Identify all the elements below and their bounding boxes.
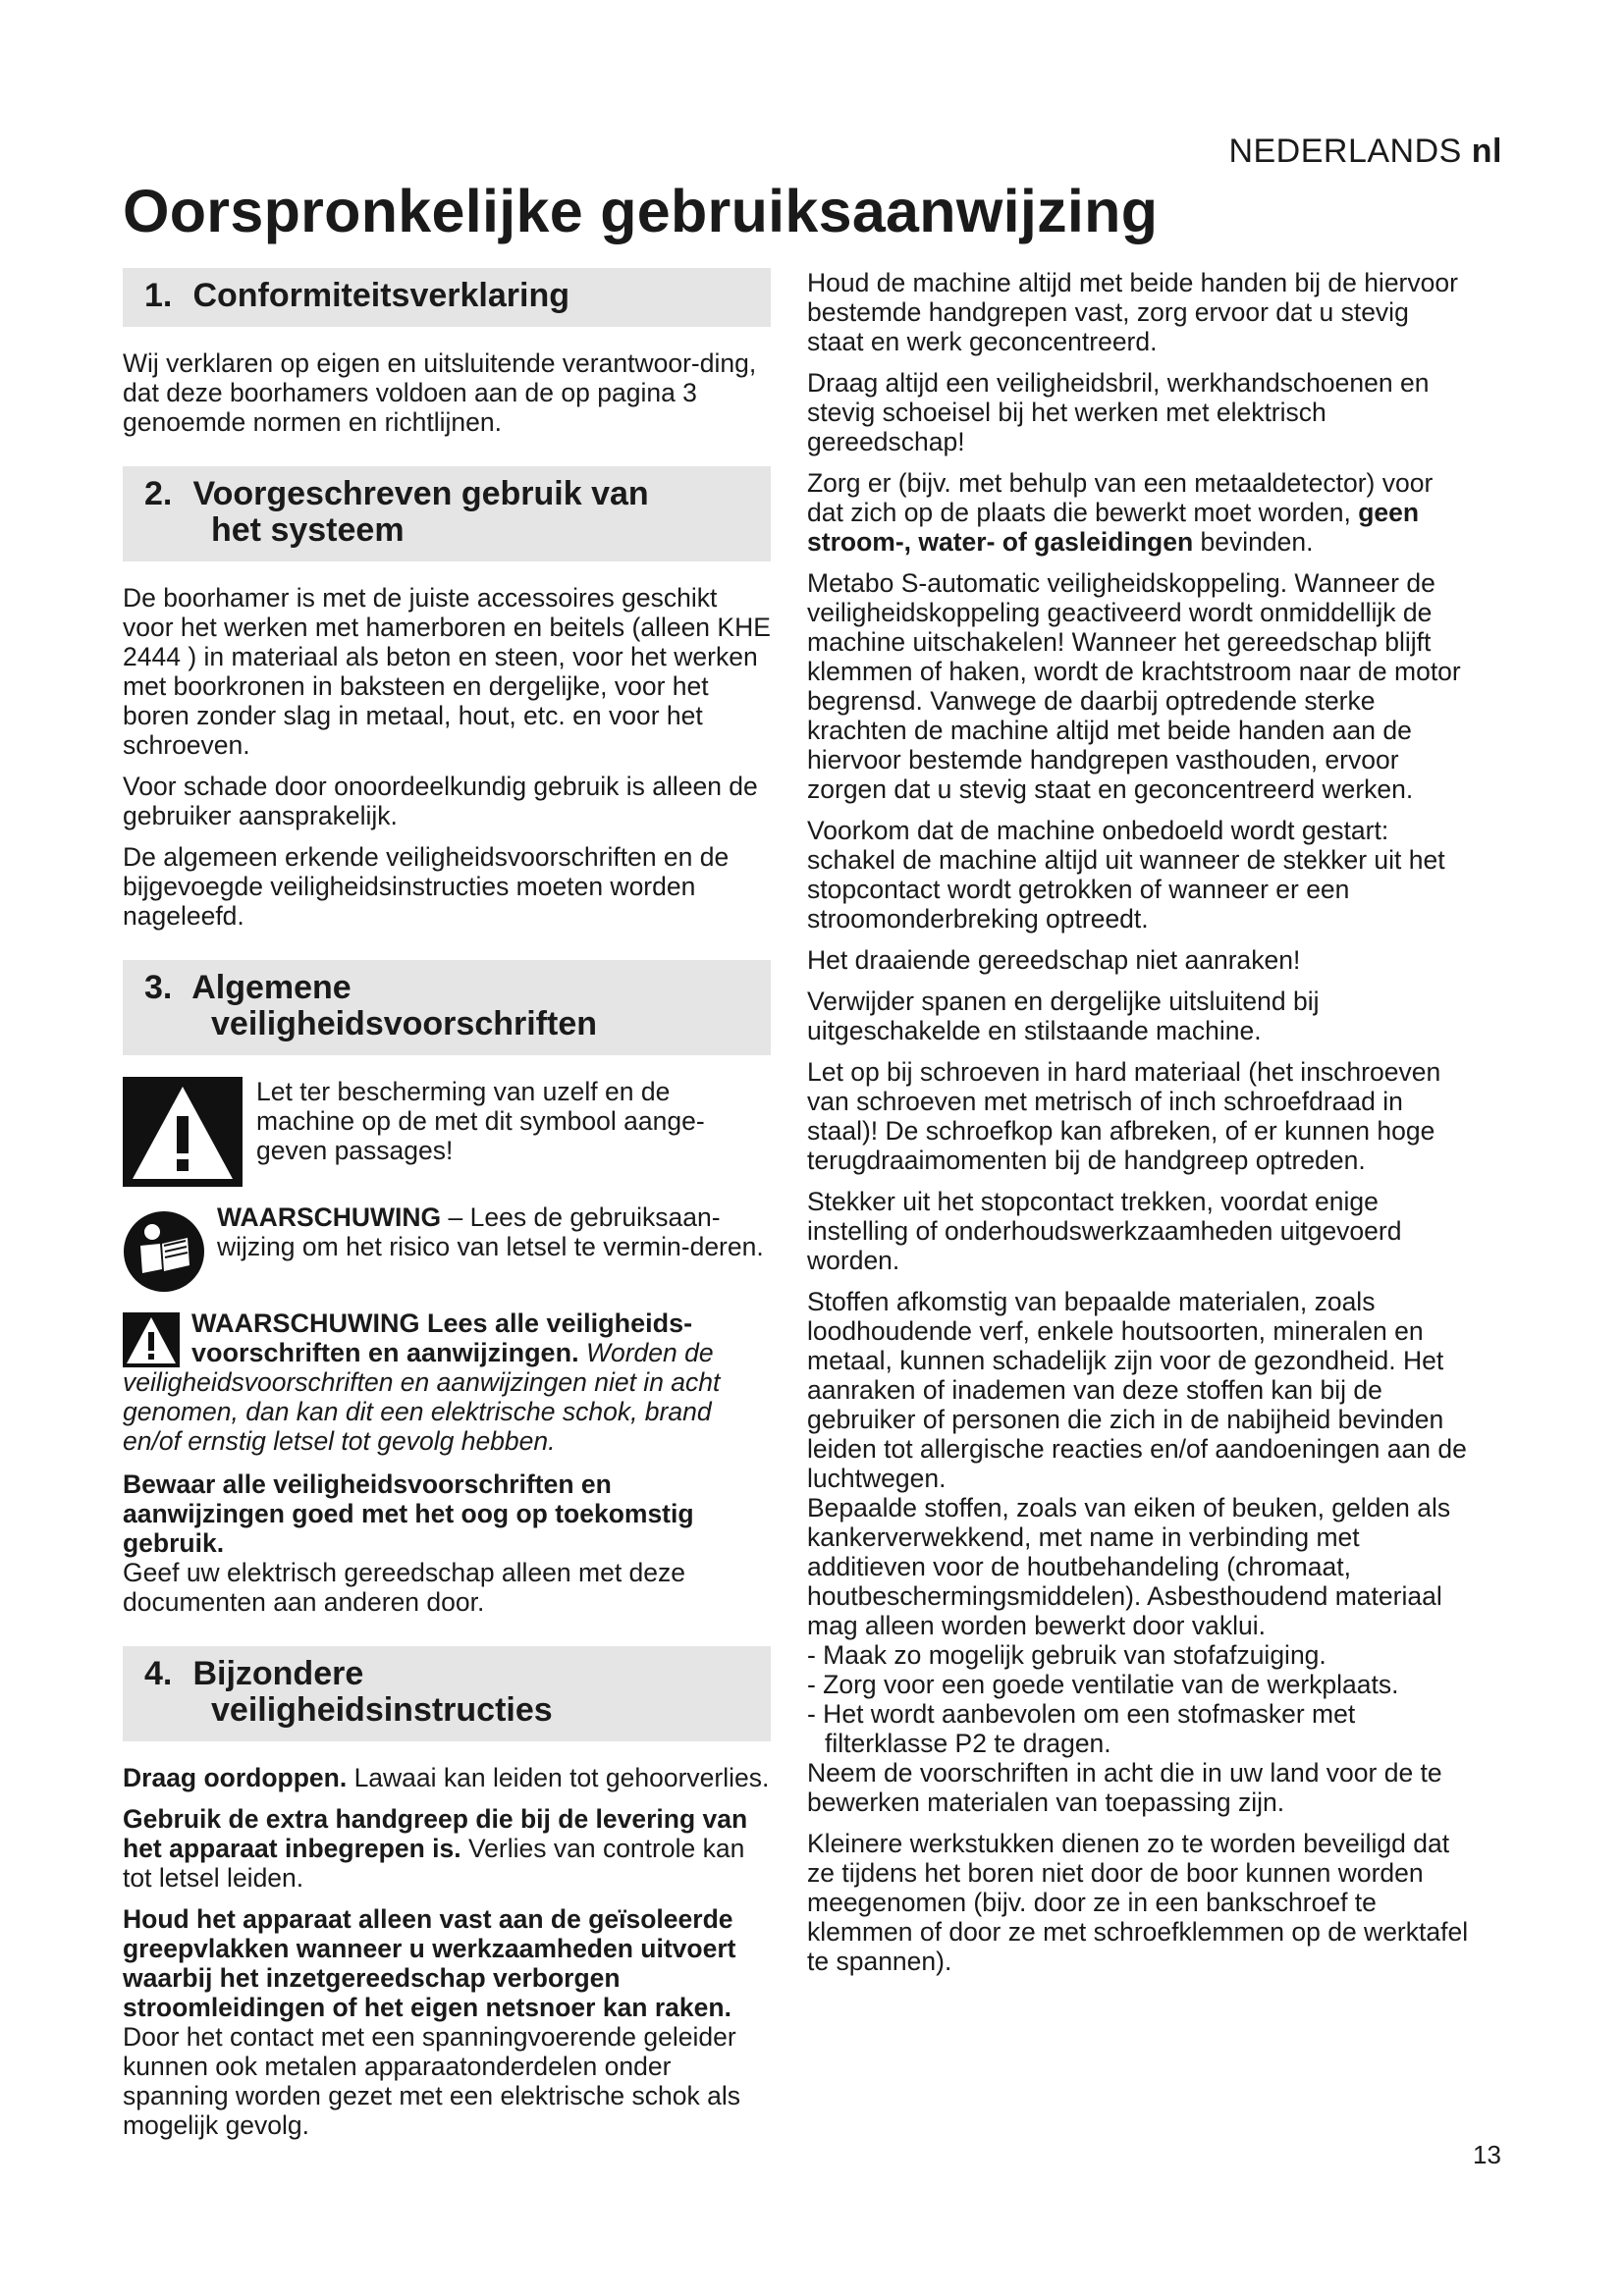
section-4-text-1: Draag oordoppen. Lawaai kan leiden tot gehoorverlies. <box>123 1763 770 1792</box>
right-text-2: Draag altijd een veiligheidsbril, werkhandschoenen en stevig schoeisel bij het werken met elektrisch gereedschap! <box>807 368 1430 456</box>
keep-instructions-text: Geef uw elektrisch gereedschap alleen met deze documenten aan anderen door. <box>123 1558 686 1617</box>
right-text-3: Zorg er (bijv. met behulp van een metaaldetector) voor dat zich op de plaats die bewerkt moet worden, geen stroom-, water- of gasleidingen bevinden. <box>807 468 1434 557</box>
keep-instructions-bold: Bewaar alle veiligheidsvoorschriften en aanwijzingen goed met het oog op toekomstig gebruik. <box>123 1469 694 1558</box>
section-2-heading: 2. Voorgeschreven gebruik van het systeem <box>123 466 771 561</box>
read-manual-text: WAARSCHUWING – Lees de gebruiksaan-wijzing om het risico van letsel te vermin-deren. <box>217 1202 764 1261</box>
right-text-1: Houd de machine altijd met beide handen bij de hiervoor bestemde handgrepen vast, zorg ervoor dat u stevig staat en werk geconcentreerd. <box>807 268 1458 356</box>
left-column <box>123 268 771 2152</box>
section-2-text-1: De boorhamer is met de juiste accessoires geschikt voor het werken met hamerboren en beitels (alleen KHE 2444 ) in materiaal als beton en steen, voor het werken met boorkronen in baksteen en dergelijke, voor het boren zonder slag in metaal, hout, etc. en voor het schroeven. <box>123 583 771 760</box>
right-text-7: Verwijder spanen en dergelijke uitsluitend bij uitgeschakelde en stilstaande machine. <box>807 987 1320 1045</box>
right-list <box>807 1640 1471 1758</box>
right-text-13: Kleinere werkstukken dienen zo te worden beveiligd dat ze tijdens het boren niet door de boor kunnen worden meegenomen (bijv. door ze in een bankschroef te klemmen of door ze met schroefklemmen op de werktafel te spannen). <box>807 1829 1469 1976</box>
right-text-10: Stoffen afkomstig van bepaalde materialen, zoals loodhoudende verf, enkele houtsoorten, mineralen en metaal, kunnen schadelijk zijn voor de gezondheid. Het aanraken of inademen van deze stoffen kan bij de gebruiker of personen die zich in de nabijheid bevinden leiden tot allergische reacties en/of aandoeningen aan de luchtwegen. <box>807 1287 1467 1493</box>
right-text-8: Let op bij schroeven in hard materiaal (het inschroeven van schroeven met metrisch of inch schroefdraad in staal)! De schroefkop kan afbreken, of er kunnen hoge terugdraaimomenten bij de handgreep optreden. <box>807 1057 1441 1175</box>
right-text-9: Stekker uit het stopcontact trekken, voordat enige instelling of onderhoudswerkzaamheden uitgevoerd worden. <box>807 1187 1402 1275</box>
language-header <box>1129 133 1502 171</box>
list-item: - Het wordt aanbevolen om een stofmasker met filterklasse P2 te dragen. <box>807 1699 1356 1758</box>
right-text-11: Bepaalde stoffen, zoals van eiken of beuken, gelden als kankerverwekkend, met name in verbinding met additieven voor de houtbehandeling (chromaat, houtbeschermingsmiddelen). Asbesthoudend materiaal mag alleen worden bewerkt door vaklui. <box>807 1493 1451 1640</box>
read-manual-icon <box>123 1210 205 1293</box>
section-1-text: Wij verklaren op eigen en uitsluitende verantwoor-ding, dat deze boorhamers voldoen aan de op pagina 3 genoemde normen en richtlijnen. <box>123 348 757 437</box>
warning-triangle-icon <box>123 1077 243 1187</box>
section-4-text-2: Gebruik de extra handgreep die bij de levering van het apparaat inbegrepen is. Verlies van controle kan tot letsel leiden. <box>123 1804 748 1893</box>
section-2-text-2: Voor schade door onoordeelkundig gebruik is alleen de gebruiker aansprakelijk. <box>123 772 758 830</box>
general-warning-italic: Worden de veiligheidsvoorschriften en aanwijzingen niet in acht genomen, dan kan dit een elektrische schok, brand en/of ernstig letsel tot gevolg hebben. <box>123 1338 721 1456</box>
warning-notice <box>123 1077 771 1187</box>
right-text-6: Het draaiende gereedschap niet aanraken! <box>807 945 1301 975</box>
right-text-5: Voorkom dat de machine onbedoeld wordt gestart: schakel de machine altijd uit wanneer de stekker uit het stopcontact wordt getrokken of wanneer er een stroomonderbreking optreedt. <box>807 816 1445 934</box>
page-title: Oorspronkelijke gebruiksaanwijzing <box>123 178 1159 244</box>
general-warning-bold: WAARSCHUWING Lees alle veiligheids-voorschriften en aanwijzingen. <box>191 1308 693 1367</box>
section-4-heading: 4. Bijzondere veiligheidsinstructies <box>123 1646 771 1741</box>
warning-notice-text: Let ter bescherming van uzelf en de machine op de met dit symbool aange-geven passages! <box>256 1077 705 1165</box>
list-item: - Zorg voor een goede ventilatie van de werkplaats. <box>807 1670 1399 1699</box>
language-name: NEDERLANDS <box>1228 133 1462 170</box>
section-2-text-3: De algemeen erkende veiligheidsvoorschriften en de bijgevoegde veiligheidsinstructies moeten worden nageleefd. <box>123 842 730 931</box>
list-item: - Maak zo mogelijk gebruik van stofafzuiging. <box>807 1640 1326 1670</box>
general-warning <box>123 1308 771 1456</box>
warning-triangle-small-icon <box>123 1312 180 1367</box>
section-1-heading: 1. Conformiteitsverklaring <box>123 268 771 327</box>
right-text-4: Metabo S-automatic veiligheidskoppeling. Wanneer de veiligheidskoppeling geactiveerd wordt onmiddellijk de machine uitschakelen! Wanneer het gereedschap blijft klemmen of haken, wordt de krachtstroom naar de motor begrensd. Vanwege de daarbij optredende sterke krachten de machine altijd met beide handen aan de hiervoor bestemde handgrepen vasthouden, ervoor zorgen dat u stevig staat en geconcentreerd werken. <box>807 568 1461 804</box>
read-manual-warning <box>123 1202 771 1293</box>
page-number: 13 <box>1473 2140 1501 2169</box>
language-code: nl <box>1471 133 1502 170</box>
section-4-text-3: Houd het apparaat alleen vast aan de geïsoleerde greepvlakken wanneer u werkzaamheden uitvoert waarbij het inzetgereedschap verborgen stroomleidingen of het eigen netsnoer kan raken. Door het contact met een spanningvoerende geleider kunnen ook metalen apparaatonderdelen onder spanning worden gezet met een elektrische schok als mogelijk gevolg. <box>123 1904 740 2140</box>
right-text-12: Neem de voorschriften in acht die in uw land voor de te bewerken materialen van toepassing zijn. <box>807 1758 1442 1817</box>
right-column <box>807 268 1471 1988</box>
section-3-heading: 3. Algemene veiligheidsvoorschriften <box>123 960 771 1055</box>
